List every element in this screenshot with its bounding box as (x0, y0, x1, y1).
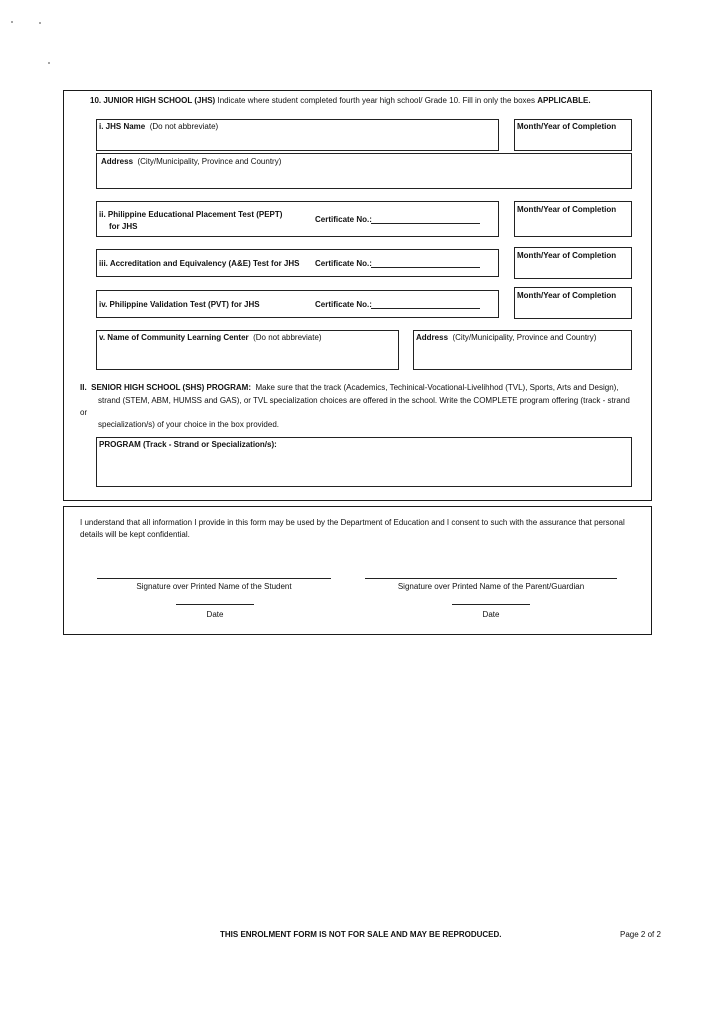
month-year-label: Month/Year of Completion (517, 251, 617, 260)
scan-speck (11, 21, 13, 23)
month-year-label: Month/Year of Completion (517, 291, 617, 300)
parent-signature-label: Signature over Printed Name of the Parent/Guardian (397, 582, 585, 591)
consent-text-line1: I understand that all information I provide in this form may be used by the Department of Education and I consent to such with the assurance that personal (80, 518, 625, 527)
jhs-section-header (90, 96, 591, 106)
scan-speck (48, 62, 50, 64)
scan-speck (39, 22, 41, 24)
parent-signature-line[interactable] (365, 578, 617, 579)
clc-name-label: v. Name of Community Learning Center (Do not abbreviate) (99, 333, 322, 342)
ae-certificate-line[interactable] (371, 267, 480, 268)
month-year-label: Month/Year of Completion (517, 205, 617, 214)
footer-notice: THIS ENROLMENT FORM IS NOT FOR SALE AND MAY BE REPRODUCED. (220, 930, 502, 939)
student-signature-line[interactable] (97, 578, 331, 579)
jhs-address-label: Address (City/Municipality, Province and Country) (101, 157, 282, 166)
page-number: Page 2 of 2 (620, 930, 661, 939)
shs-line3: specialization/s) of your choice in the box provided. (98, 420, 279, 429)
parent-date-label: Date (482, 610, 500, 619)
consent-text-line2: details will be kept confidential. (80, 530, 190, 539)
pvt-certificate-label: Certificate No.: (315, 300, 372, 309)
student-signature-label: Signature over Printed Name of the Student (136, 582, 292, 591)
ae-label: iii. Accreditation and Equivalency (A&E) Test for JHS (99, 259, 300, 268)
shs-or-label: or (80, 408, 88, 417)
student-date-line[interactable] (176, 604, 254, 605)
pept-label-line2: for JHS (109, 222, 138, 231)
pvt-certificate-line[interactable] (371, 308, 480, 309)
section-instruction-emphasis: APPLICABLE. (537, 96, 591, 105)
pept-certificate-label: Certificate No.: (315, 215, 372, 224)
clc-address-label: Address (City/Municipality, Province and Country) (416, 333, 597, 342)
shs-line2: strand (STEM, ABM, HUMSS and GAS), or TVL specialization choices are offered in the school. Write the COMPLETE program offering (track - strand (98, 396, 630, 405)
pvt-label: iv. Philippine Validation Test (PVT) for JHS (99, 300, 260, 309)
ae-certificate-label: Certificate No.: (315, 259, 372, 268)
shs-program-label: PROGRAM (Track - Strand or Specialization/s): (99, 440, 277, 449)
section-instruction: Indicate where student completed fourth year high school/ Grade 10. Fill in only the boxes (217, 96, 535, 105)
section-number: 10. (90, 96, 102, 105)
shs-line1: II. SENIOR HIGH SCHOOL (SHS) PROGRAM: Make sure that the track (Academics, Techinical-Vocational-Livelihhod (TVL), Sports, Arts and Design), (80, 383, 619, 392)
student-date-label: Date (206, 610, 224, 619)
month-year-label: Month/Year of Completion (517, 122, 617, 131)
jhs-name-label: i. JHS Name (Do not abbreviate) (99, 122, 219, 131)
parent-date-line[interactable] (452, 604, 530, 605)
section-title: JUNIOR HIGH SCHOOL (JHS) (103, 96, 216, 105)
pept-label-line1: ii. Philippine Educational Placement Test (PEPT) (99, 210, 283, 219)
pept-certificate-line[interactable] (371, 223, 480, 224)
